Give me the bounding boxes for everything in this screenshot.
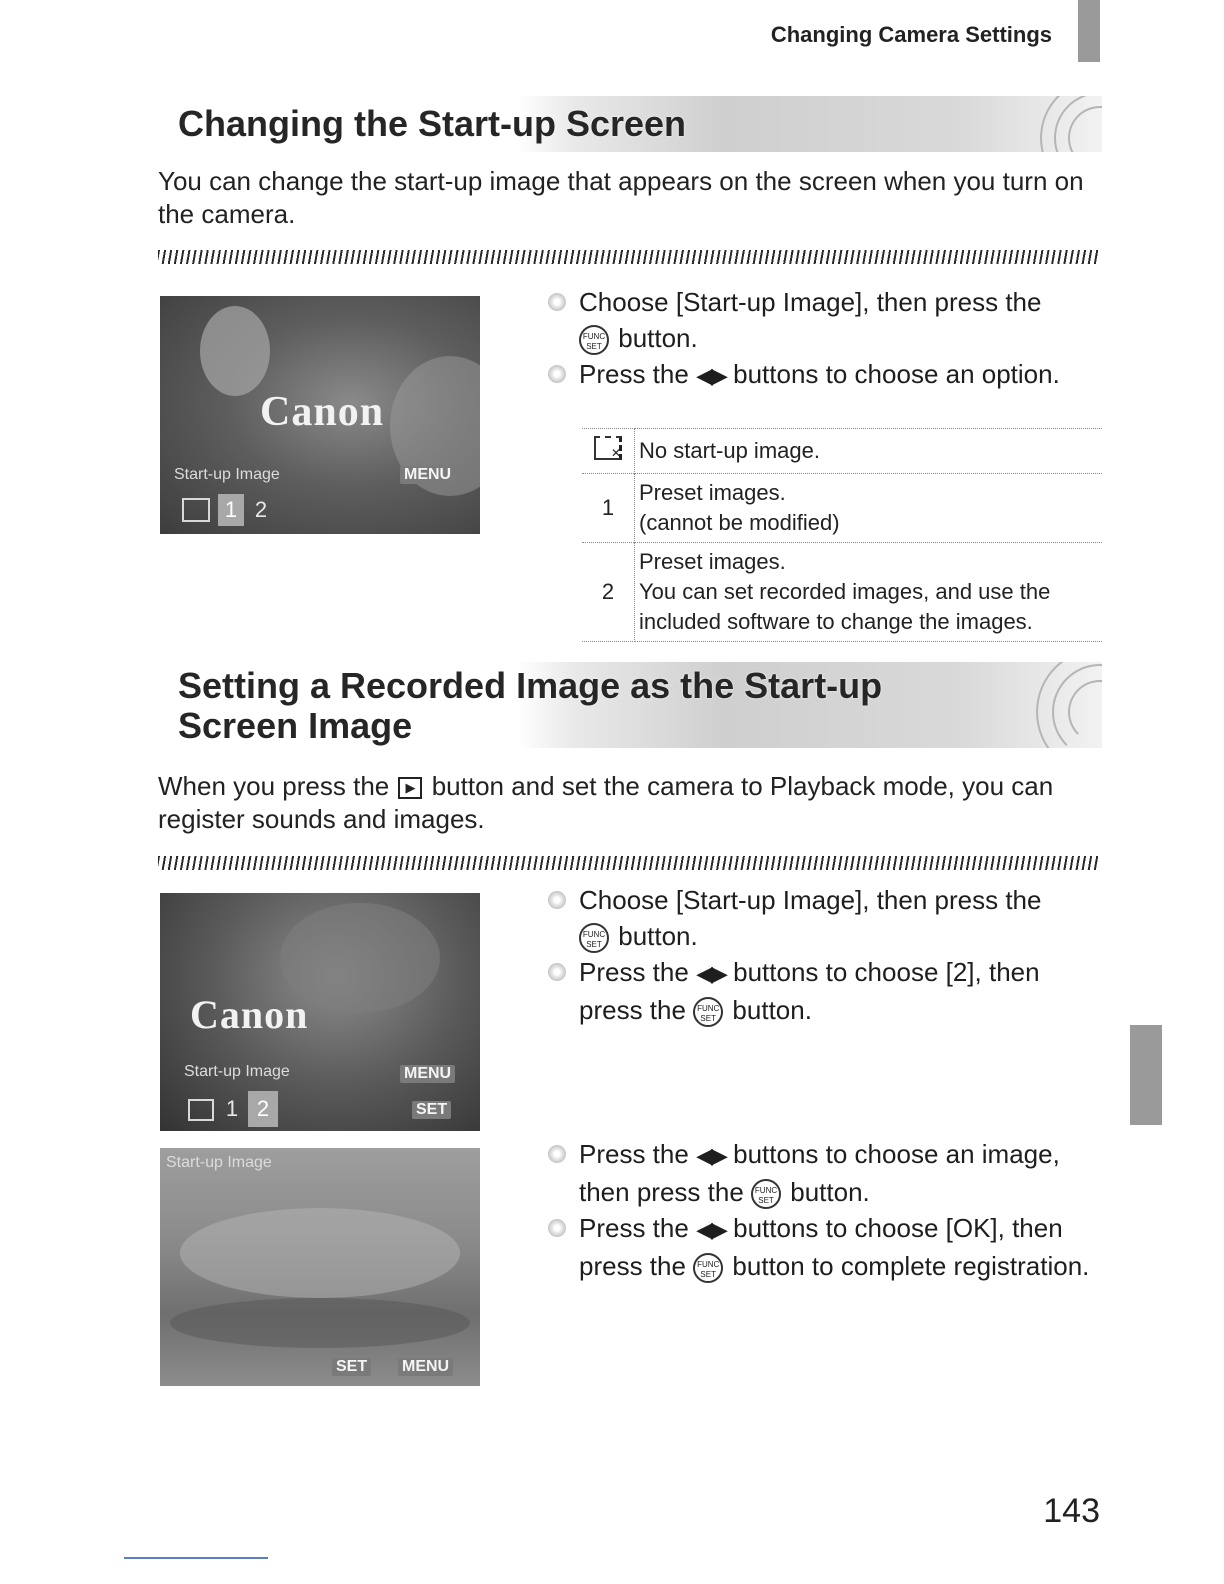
left-right-arrows-icon: ◀▶ <box>696 961 726 986</box>
option-1: 1 <box>218 494 244 526</box>
page-number: 143 <box>1043 1492 1100 1530</box>
table-value: No start-up image. <box>635 429 1103 474</box>
section-title: Changing the Start-up Screen <box>178 103 687 144</box>
startup-options-table <box>582 428 1102 642</box>
table-value: Preset images. (cannot be modified) <box>635 474 1103 543</box>
step-item: Press the ◀▶ buttons to choose an option. <box>548 356 1108 394</box>
step-bullet-icon <box>548 891 566 909</box>
side-index-tab <box>1130 1025 1162 1125</box>
footer-rule <box>124 1557 268 1559</box>
menu-button-badge: MENU <box>400 1065 455 1083</box>
section-intro: You can change the start-up image that appears on the screen when you turn on the camera. <box>158 166 1084 229</box>
running-header: Changing Camera Settings <box>770 22 1052 47</box>
canon-logo: Canon <box>260 389 385 435</box>
camera-screen-choose-2 <box>160 893 480 1131</box>
steps-section2-a <box>548 882 1108 1028</box>
func-set-button-icon: FUNC SET <box>751 1179 781 1209</box>
playback-button-icon: ▶ <box>398 777 422 799</box>
step-bullet-icon <box>548 963 566 981</box>
option-1: 1 <box>225 1096 239 1121</box>
menu-title: Start-up Image <box>166 1154 272 1171</box>
func-set-button-icon: FUNC SET <box>693 997 723 1027</box>
left-right-arrows-icon: ◀▶ <box>696 1143 726 1168</box>
section-banner-startup-screen <box>158 96 1102 152</box>
section-title-line1: Setting a Recorded Image as the Start-up <box>178 665 883 706</box>
step-item: Choose [Start-up Image], then press the FUNC SET button. <box>548 284 1108 356</box>
steps-section1 <box>548 284 1108 394</box>
hatch-divider <box>158 250 1100 264</box>
table-row <box>582 474 1102 543</box>
step-item: Choose [Start-up Image], then press the FUNC SET button. <box>548 882 1108 954</box>
step-bullet-icon <box>548 1219 566 1237</box>
table-key <box>582 429 635 474</box>
func-set-button-icon: FUNC SET <box>579 923 609 953</box>
step-item: Press the ◀▶ buttons to choose an image, then press the FUNC SET button. <box>548 1136 1108 1210</box>
set-button-badge: SET <box>412 1101 451 1119</box>
section-banner-recorded-image <box>158 662 1102 748</box>
func-set-button-icon: FUNC SET <box>579 325 609 355</box>
option-2: 2 <box>248 1091 278 1127</box>
steps-section2-b <box>548 1136 1108 1284</box>
left-right-arrows-icon: ◀▶ <box>696 1217 726 1242</box>
func-set-button-icon: FUNC SET <box>693 1253 723 1283</box>
camera-screen-select-image <box>160 1148 480 1386</box>
no-image-icon: ✕ <box>594 436 622 460</box>
wave-decoration-icon <box>992 96 1102 152</box>
table-key: 2 <box>582 543 635 642</box>
table-key: 1 <box>582 474 635 543</box>
step-item: Press the ◀▶ buttons to choose [2], then press the FUNC SET button. <box>548 954 1108 1028</box>
canon-logo: Canon <box>190 992 309 1037</box>
wave-decoration-icon <box>992 662 1102 748</box>
no-image-option-icon <box>188 1099 214 1121</box>
camera-screen-startup-menu <box>160 296 480 534</box>
set-button-badge: SET <box>332 1358 371 1376</box>
step-bullet-icon <box>548 293 566 311</box>
chapter-tab <box>1078 0 1100 62</box>
section-intro: When you press the ▶ button and set the camera to Playback mode, you can register sounds and images. <box>158 771 1054 834</box>
menu-title: Start-up Image <box>184 1063 290 1080</box>
section-title-line2: Screen Image <box>178 705 413 746</box>
left-right-arrows-icon: ◀▶ <box>696 363 726 388</box>
step-bullet-icon <box>548 365 566 383</box>
step-bullet-icon <box>548 1145 566 1163</box>
table-row <box>582 543 1102 642</box>
table-row <box>582 429 1102 474</box>
menu-title: Start-up Image <box>174 466 280 483</box>
hatch-divider <box>158 856 1100 870</box>
menu-button-badge: MENU <box>400 466 455 484</box>
no-image-option-icon <box>182 498 210 522</box>
menu-button-badge: MENU <box>398 1358 453 1376</box>
table-value: Preset images. You can set recorded images, and use the included software to change the images. <box>635 543 1103 642</box>
step-item: Press the ◀▶ buttons to choose [OK], then press the FUNC SET button to complete registration. <box>548 1210 1108 1284</box>
option-2: 2 <box>254 497 268 522</box>
